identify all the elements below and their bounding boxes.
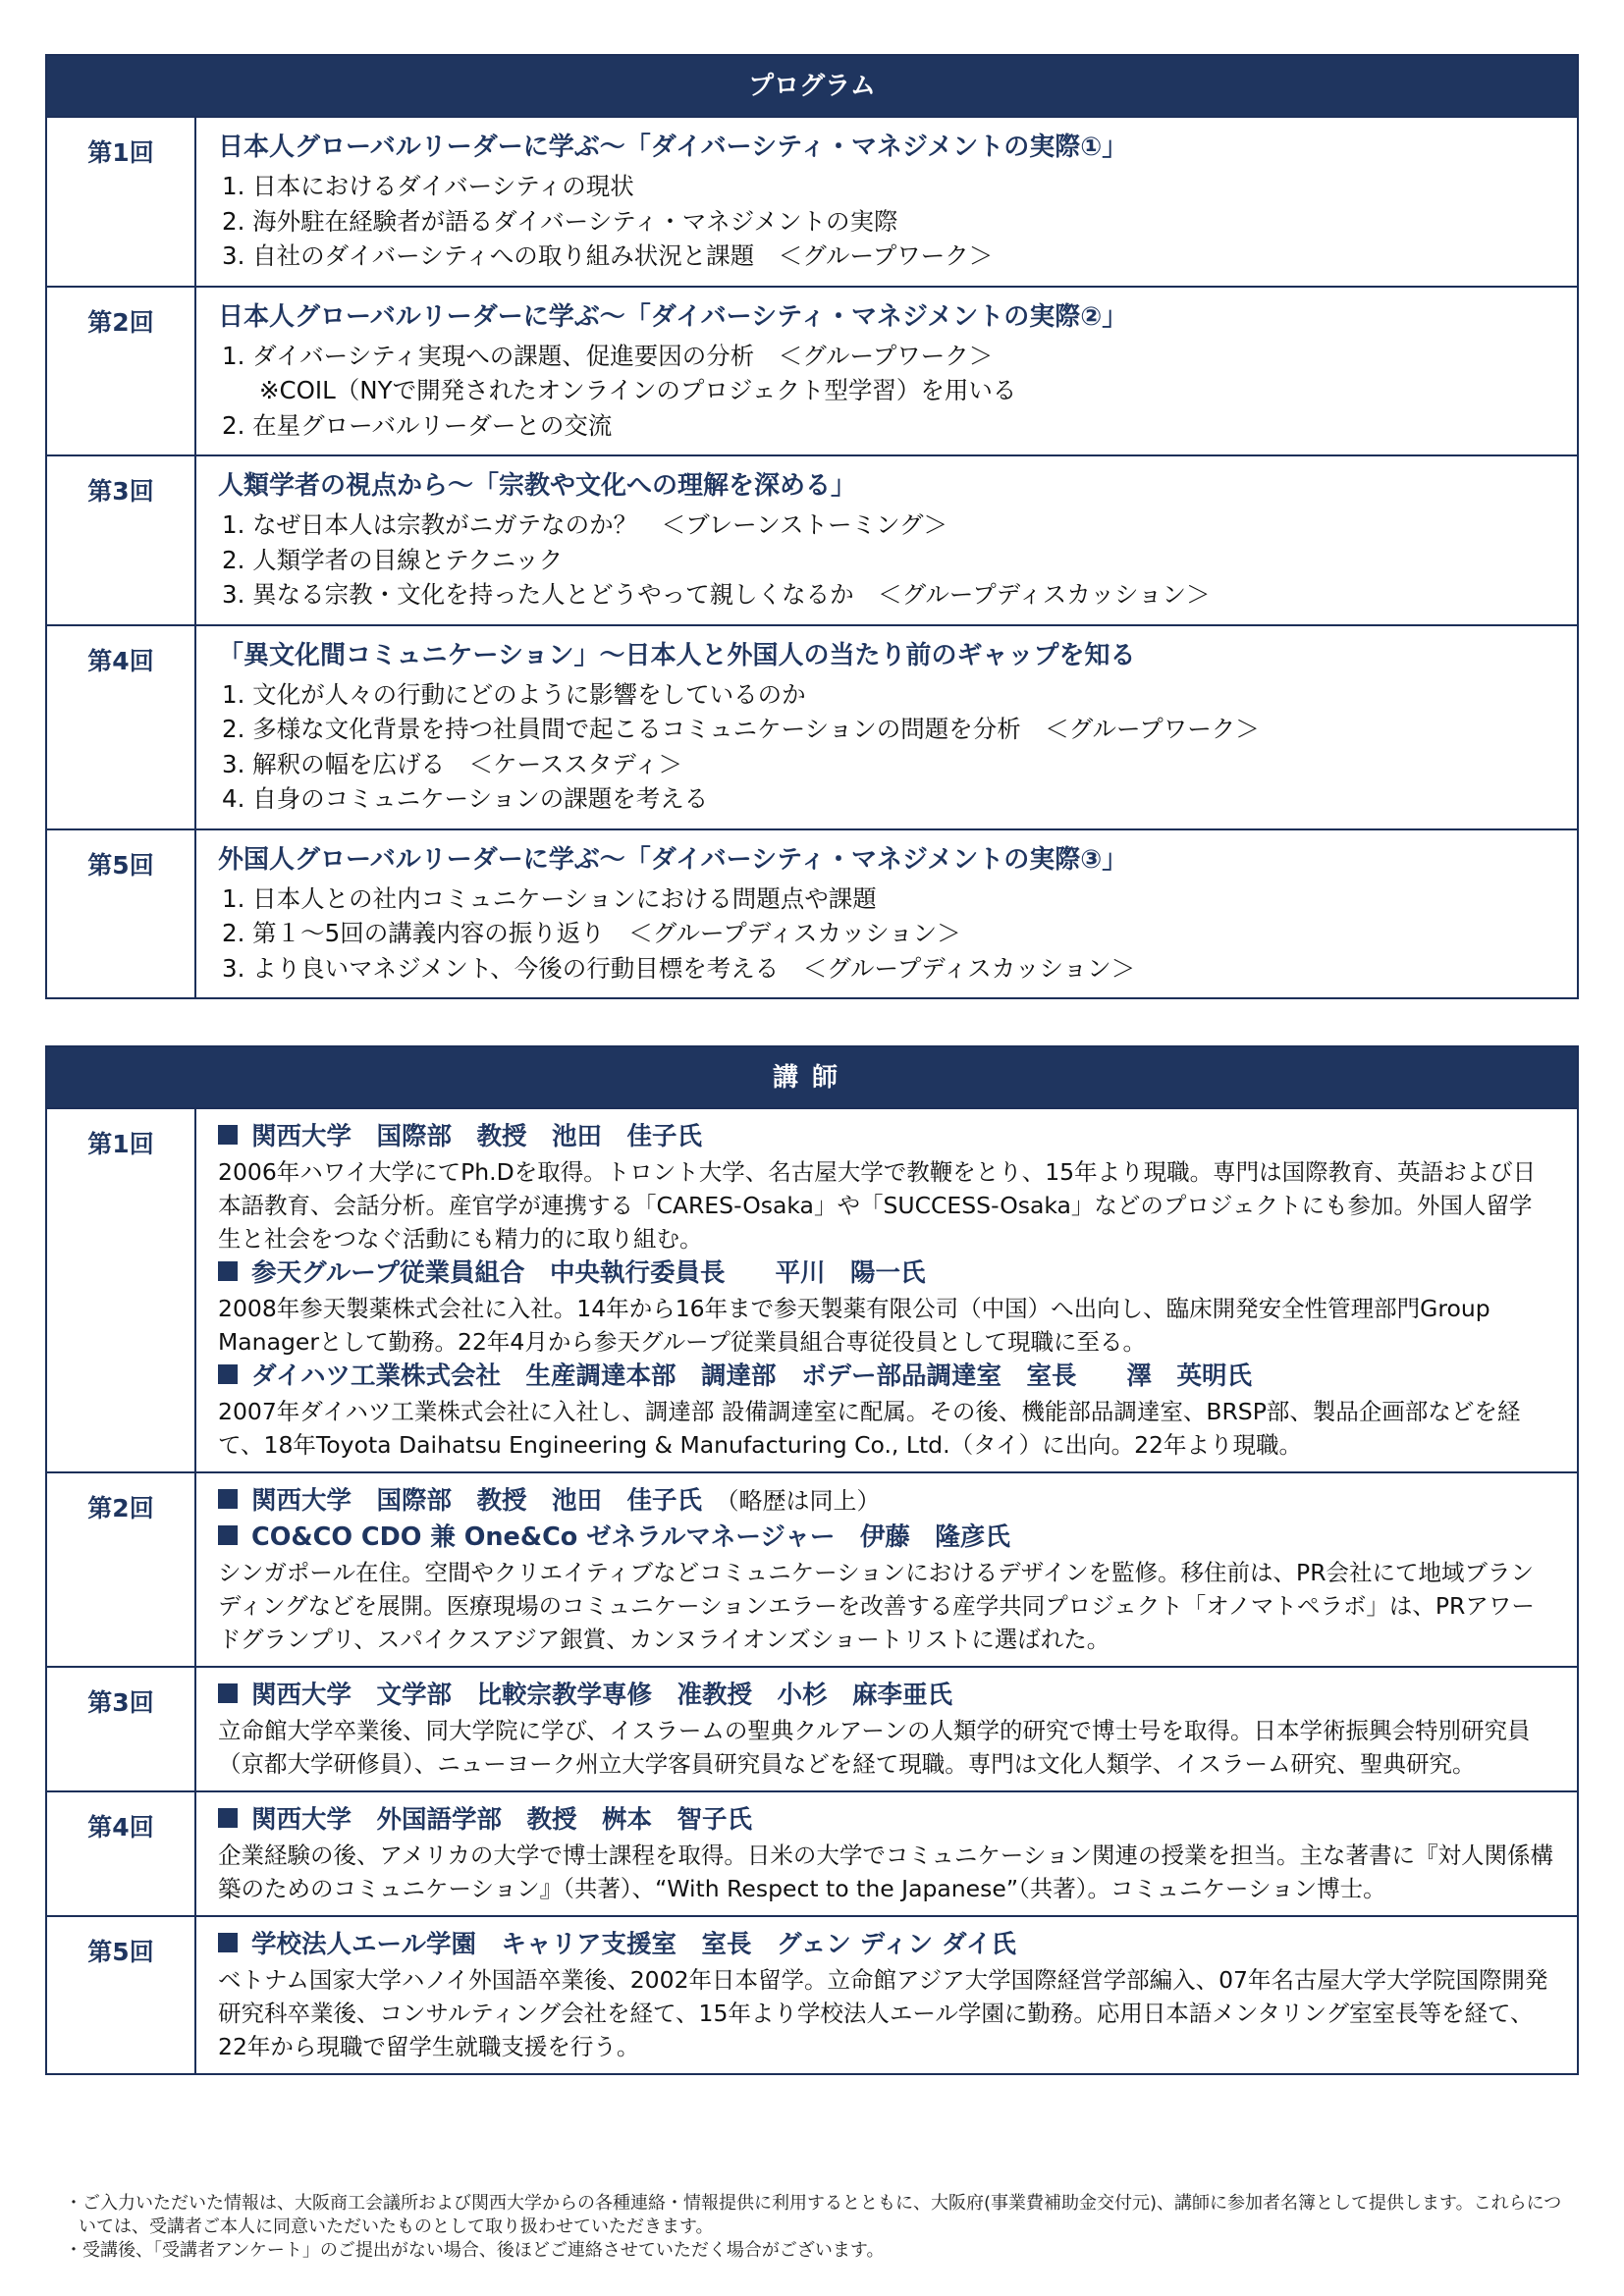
program-session-row [47,454,1577,624]
session-title: 日本人グローバルリーダーに学ぶ～「ダイバーシティ・マネジメントの実際①」 [218,133,1128,162]
lecturer-name-line [218,1678,1553,1714]
lecturer-name-line [218,1359,1553,1395]
lecturer-rows [47,1109,1577,2073]
session-item: 3. より良いマネジメント、今後の行動目標を考える ＜グループディスカッション＞ [222,953,1136,983]
program-header: プログラム [47,56,1577,118]
session-item: ※COIL（NYで開発されたオンラインのプロジェクト型学習）を用いる [259,376,1017,404]
lecturer-table [45,1045,1579,2075]
session-label: 第4回 [47,626,196,828]
square-bullet-icon [218,1125,238,1145]
session-item: 2. 海外駐在経験者が語るダイバーシティ・マネジメントの実際 [222,206,898,236]
lecturer-bio: 2008年参天製薬株式会社に入社。14年から16年まで参天製薬有限公司（中国）へ出向し、臨床開発安全性管理部門Group Managerとして勤務。22年4月から参天グループ従業員組合専従役員として現職に至る。 [218,1295,1490,1356]
lecturer-content [196,1792,1577,1915]
square-bullet-icon [218,1489,238,1509]
session-item: 1. 文化が人々の行動にどのように影響をしているのか [222,679,806,709]
session-item: 3. 解釈の幅を広げる ＜ケーススタディ＞ [222,749,682,778]
lecturer-note: （略歴は同上） [727,1487,881,1515]
lecturer-session-row [47,1915,1577,2073]
lecturer-bio: 企業経験の後、アメリカの大学で博士課程を取得。日米の大学でコミュニケーション関連の授業を担当。主な著書に『対人関係構築のためのコミュニケーション』（共著）、“With Respect to the Japanese”（共著）。コミュニケーション博士。 [218,1842,1553,1902]
lecturer-name: 参天グループ従業員組合 中央執行委員長 平川 陽一氏 [251,1258,926,1288]
lecturer-bio: 立命館大学卒業後、同大学院に学び、イスラームの聖典クルアーンの人類学的研究で博士号を取得。日本学術振興会特別研究員（京都大学研修員）、ニューヨーク州立大学客員研究員などを経て現職。専門は文化人類学、イスラーム研究、聖典研究。 [218,1717,1531,1778]
footnote: ・受講後、「受講者アンケート」のご提出がない場合、後ほどご連絡させていただく場合がございます。 [65,2240,885,2261]
session-label: 第1回 [47,118,196,286]
footnote: ・ご入力いただいた情報は、大阪商工会議所および関西大学からの各種連絡・情報提供に利用するとともに、大阪府(事業費補助金交付元)、講師に参加者名簿として提供します。これらについては、受講者ご本人に同意いただいたものとして取り扱わせていただきます。 [65,2193,1562,2237]
lecturer-session-row [47,1790,1577,1915]
session-item: 2. 多様な文化背景を持つ社員間で起こるコミュニケーションの問題を分析 ＜グループワーク＞ [222,715,1260,743]
lecturer-content [196,1917,1577,2073]
session-label: 第4回 [47,1792,196,1915]
program-session-row [47,118,1577,286]
session-item: 1. なぜ日本人は宗教がニガテなのか？ ＜ブレーンストーミング＞ [222,510,947,539]
program-rows [47,118,1577,997]
session-title: 「異文化間コミュニケーション」～日本人と外国人の当たり前のギャップを知る [218,640,1136,670]
square-bullet-icon [218,1808,238,1828]
program-session-row [47,624,1577,828]
lecturer-bio: 2007年ダイハツ工業株式会社に入社し、調達部 設備調達室に配属。その後、機能部品調達室、BRSP部、製品企画部などを経て、18年Toyota Daihatsu Engineering & Manufacturing Co., Ltd.（タイ）に出向。22年より現職。 [218,1398,1521,1459]
square-bullet-icon [218,1261,238,1281]
program-session-row [47,828,1577,998]
session-label: 第5回 [47,830,196,998]
lecturer-name: CO&CO CDO 兼 One&Co ゼネラルマネージャー 伊藤 隆彦氏 [251,1522,1010,1552]
session-content [196,456,1577,624]
session-label: 第3回 [47,456,196,624]
session-content [196,830,1577,998]
lecturer-name: 学校法人エール学園 キャリア支援室 室長 グェン ディン ダイ氏 [251,1930,1016,1959]
square-bullet-icon [218,1525,238,1545]
lecturer-bio: ベトナム国家大学ハノイ外国語卒業後、2002年日本留学。立命館アジア大学国際経営学部編入、07年名古屋大学大学院国際開発研究科卒業後、コンサルティング会社を経て、15年より学校法人エール学園に勤務。応用日本語メンタリング室室長等を経て、22年から現職で留学生就職支援を行う。 [218,1966,1548,2060]
session-label: 第2回 [47,288,196,455]
session-item: 2. 在星グローバルリーダーとの交流 [222,410,613,440]
square-bullet-icon [218,1933,238,1952]
session-item: 1. ダイバーシティ実現への課題、促進要因の分析 ＜グループワーク＞ [222,341,994,370]
square-bullet-icon [218,1364,238,1384]
lecturer-session-row [47,1109,1577,1471]
lecturer-bio: 2006年ハワイ大学にてPh.Dを取得。トロント大学、名古屋大学で教鞭をとり、15年より現職。専門は国際教育、英語および日本語教育、会話分析。産官学が連携する「CARES-Osaka」や「SUCCESS-Osaka」などのプロジェクトにも参加。外国人留学生と社会をつなぐ活動にも精力的に取り組む。 [218,1158,1537,1253]
session-item: 3. 異なる宗教・文化を持った人とどうやって親しくなるか ＜グループディスカッション＞ [222,580,1211,609]
session-item: 2. 第１～5回の講義内容の振り返り ＜グループディスカッション＞ [222,919,961,947]
session-title: 日本人グローバルリーダーに学ぶ～「ダイバーシティ・マネジメントの実際②」 [218,301,1128,332]
session-label: 第1回 [47,1109,196,1471]
session-label: 第2回 [47,1473,196,1666]
lecturer-content [196,1668,1577,1790]
lecturer-name-line [218,1927,1553,1963]
session-title: 人類学者の視点から～「宗教や文化への理解を深める」 [218,471,857,501]
session-item: 3. 自社のダイバーシティへの取り組み状況と課題 ＜グループワーク＞ [222,241,994,270]
lecturer-name-line [218,1520,1553,1556]
program-session-row [47,286,1577,455]
lecturer-bio: シンガポール在住。空間やクリエイティブなどコミュニケーションにおけるデザインを監修。移住前は、PR会社にて地域ブランディングなどを展開。医療現場のコミュニケーションエラーを改善する産学共同プロジェクト「オノマトペラボ」は、PRアワードグランプリ、スパイクスアジア銀賞、カンヌライオンズショートリストに選ばれた。 [218,1559,1535,1653]
lecturer-name-line [218,1119,1553,1155]
footnotes [65,2192,1567,2263]
lecturer-name: 関西大学 国際部 教授 池田 佳子氏 [251,1122,703,1151]
lecturer-content [196,1109,1577,1471]
lecturer-content [196,1473,1577,1666]
lecturer-name-line [218,1483,1553,1520]
session-label: 第3回 [47,1668,196,1790]
session-content [196,626,1577,828]
lecturer-header: 講師 [47,1047,1577,1109]
session-item: 1. 日本におけるダイバーシティの現状 [222,172,634,200]
lecturer-name: 関西大学 外国語学部 教授 桝本 智子氏 [251,1805,753,1835]
lecturer-name: 関西大学 文学部 比較宗教学専修 准教授 小杉 麻李亜氏 [251,1681,953,1710]
lecturer-session-row [47,1471,1577,1666]
lecturer-name: ダイハツ工業株式会社 生産調達本部 調達部 ボデー部品調達室 室長 澤 英明氏 [251,1362,1252,1391]
square-bullet-icon [218,1683,238,1703]
session-title: 外国人グローバルリーダーに学ぶ～「ダイバーシティ・マネジメントの実際③」 [218,844,1128,875]
session-item: 4. 自身のコミュニケーションの課題を考える [222,784,709,813]
lecturer-name-line [218,1255,1553,1292]
session-label: 第5回 [47,1917,196,2073]
session-item: 2. 人類学者の目線とテクニック [222,545,564,574]
session-content [196,288,1577,455]
lecturer-session-row [47,1666,1577,1790]
session-item: 1. 日本人との社内コミュニケーションにおける問題点や課題 [222,883,877,913]
session-content [196,118,1577,286]
lecturer-name-line [218,1802,1553,1839]
program-table [45,54,1579,999]
lecturer-name: 関西大学 国際部 教授 池田 佳子氏 [251,1486,703,1516]
